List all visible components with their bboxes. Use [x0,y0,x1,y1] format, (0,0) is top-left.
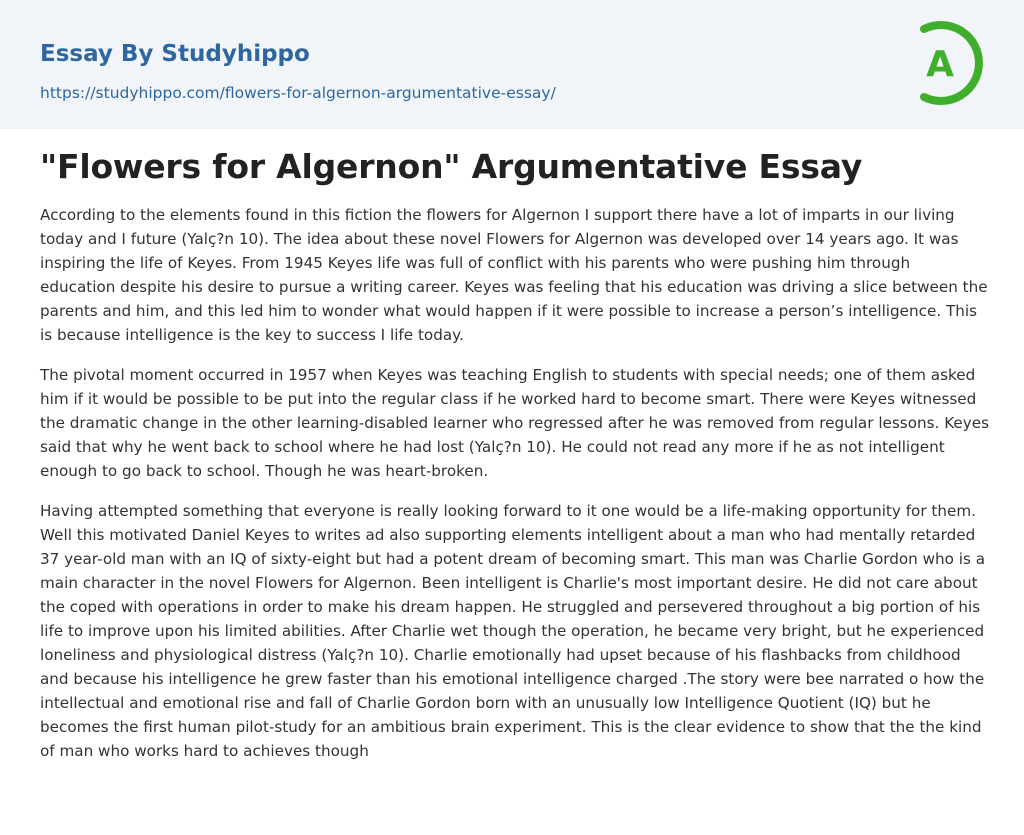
essay-content [40,140,990,779]
source-url-link[interactable]: https://studyhippo.com/flowers-for-algernon-argumentative-essay/ [40,84,556,102]
essay-paragraph: The pivotal moment occurred in 1957 when Keyes was teaching English to students with special needs; one of them asked him if it would be possible to be put into the regular class if he worked hard to become smart. There were Keyes witnessed the dramatic change in the other learning-disabled learner who regressed after he was removed from regular lessons. Keyes said that why he went back to school where he had lost (Yalç?n 10). He could not read any more if he as not intelligent enough to go back to school. Though he was heart-broken. [40,366,989,480]
brand-title: Essay By Studyhippo [40,41,310,67]
studyhippo-logo-icon[interactable] [914,20,986,106]
essay-paragraph: Having attempted something that everyone is really looking forward to it one would be a life-making opportunity for them. Well this motivated Daniel Keyes to writes ad also supporting elements intelligent about a man who had mentally retarded 37 year-old man with an IQ of sixty-eight but had a potent dream of becoming smart. This man was Charlie Gordon who is a main character in the novel Flowers for Algernon. Been intelligent is Charlie's most important desire. He did not care about the coped with operations in order to make his dream happen. He struggled and persevered throughout a big portion of his life to improve upon his limited abilities. After Charlie wet though the operation, he became very bright, but he experienced loneliness and physiological distress (Yalç?n 10). Charlie emotionally had upset because of his flashbacks from childhood and because his intelligence he grew faster than his emotional intelligence charged .The story were bee narrated o how the intellectual and emotional rise and fall of Charlie Gordon born with an unusually low Intelligence Quotient (IQ) but he becomes the first human pilot-study for an ambitious brain experiment. This is the clear evidence to show that the the kind of man who works hard to achieves though [40,502,986,760]
logo-letter: A [926,44,954,85]
essay-title: "Flowers for Algernon" Argumentative Essay [40,147,863,186]
site-header [0,0,1024,129]
essay-paragraph: According to the elements found in this fiction the flowers for Algernon I support there have a lot of imparts in our living today and I future (Yalç?n 10). The idea about these novel Flowers for Algernon was developed over 14 years ago. It was inspiring the life of Keyes. From 1945 Keyes life was full of conflict with his parents who were pushing him through education despite his desire to pursue a writing career. Keyes was feeling that his education was driving a slice between the parents and him, and this led him to wonder what would happen if it were possible to increase a person’s intelligence. This is because intelligence is the key to success I life today. [40,206,988,344]
